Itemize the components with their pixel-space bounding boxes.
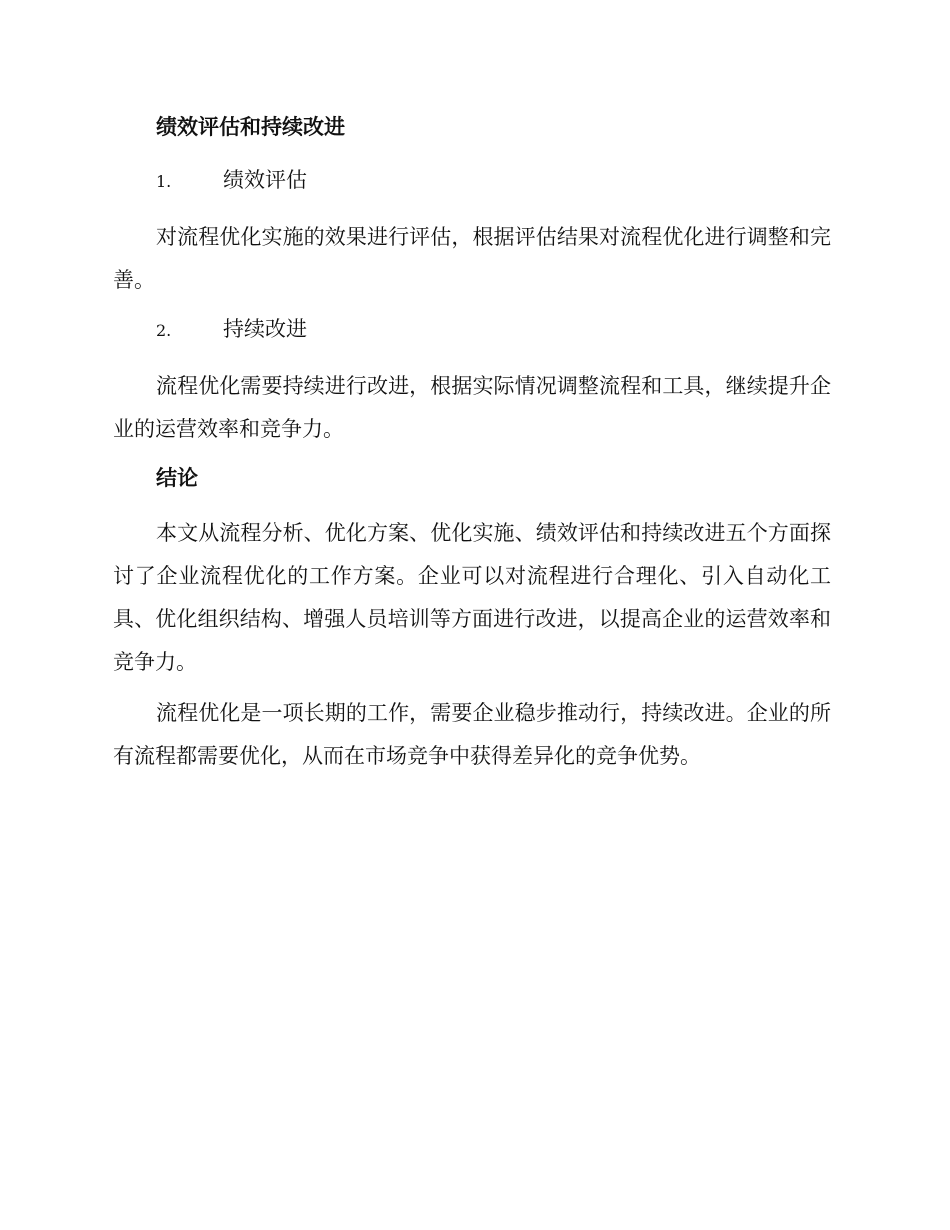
document-body — [113, 108, 831, 786]
section-heading: 绩效评估和持续改进 — [156, 114, 345, 139]
conclusion-paragraph: 流程优化是一项长期的工作，需要企业稳步推动行，持续改进。企业的所有流程都需要优化，从而在市场竞争中获得差异化的竞争优势。 — [113, 701, 831, 768]
list-number: 2. — [156, 321, 172, 340]
paragraph-performance-evaluation: 对流程优化实施的效果进行评估，根据评估结果对流程优化进行调整和完善。 — [113, 225, 831, 292]
paragraph-continuous-improvement: 流程优化需要持续进行改进，根据实际情况调整流程和工具，继续提升企业的运营效率和竞争力。 — [113, 374, 831, 441]
list-number: 1. — [156, 172, 172, 191]
conclusion-paragraph: 本文从流程分析、优化方案、优化实施、绩效评估和持续改进五个方面探讨了企业流程优化的工作方案。企业可以对流程进行合理化、引入自动化工具、优化组织结构、增强人员培训等方面进行改进，以提高企业的运营效率和竞争力。 — [113, 521, 831, 674]
list-item-continuous-improvement — [156, 310, 831, 350]
list-item-title: 绩效评估 — [223, 168, 307, 192]
list-item-title: 持续改进 — [223, 317, 307, 341]
conclusion-heading: 结论 — [156, 465, 198, 490]
list-item-performance-evaluation — [156, 161, 831, 201]
